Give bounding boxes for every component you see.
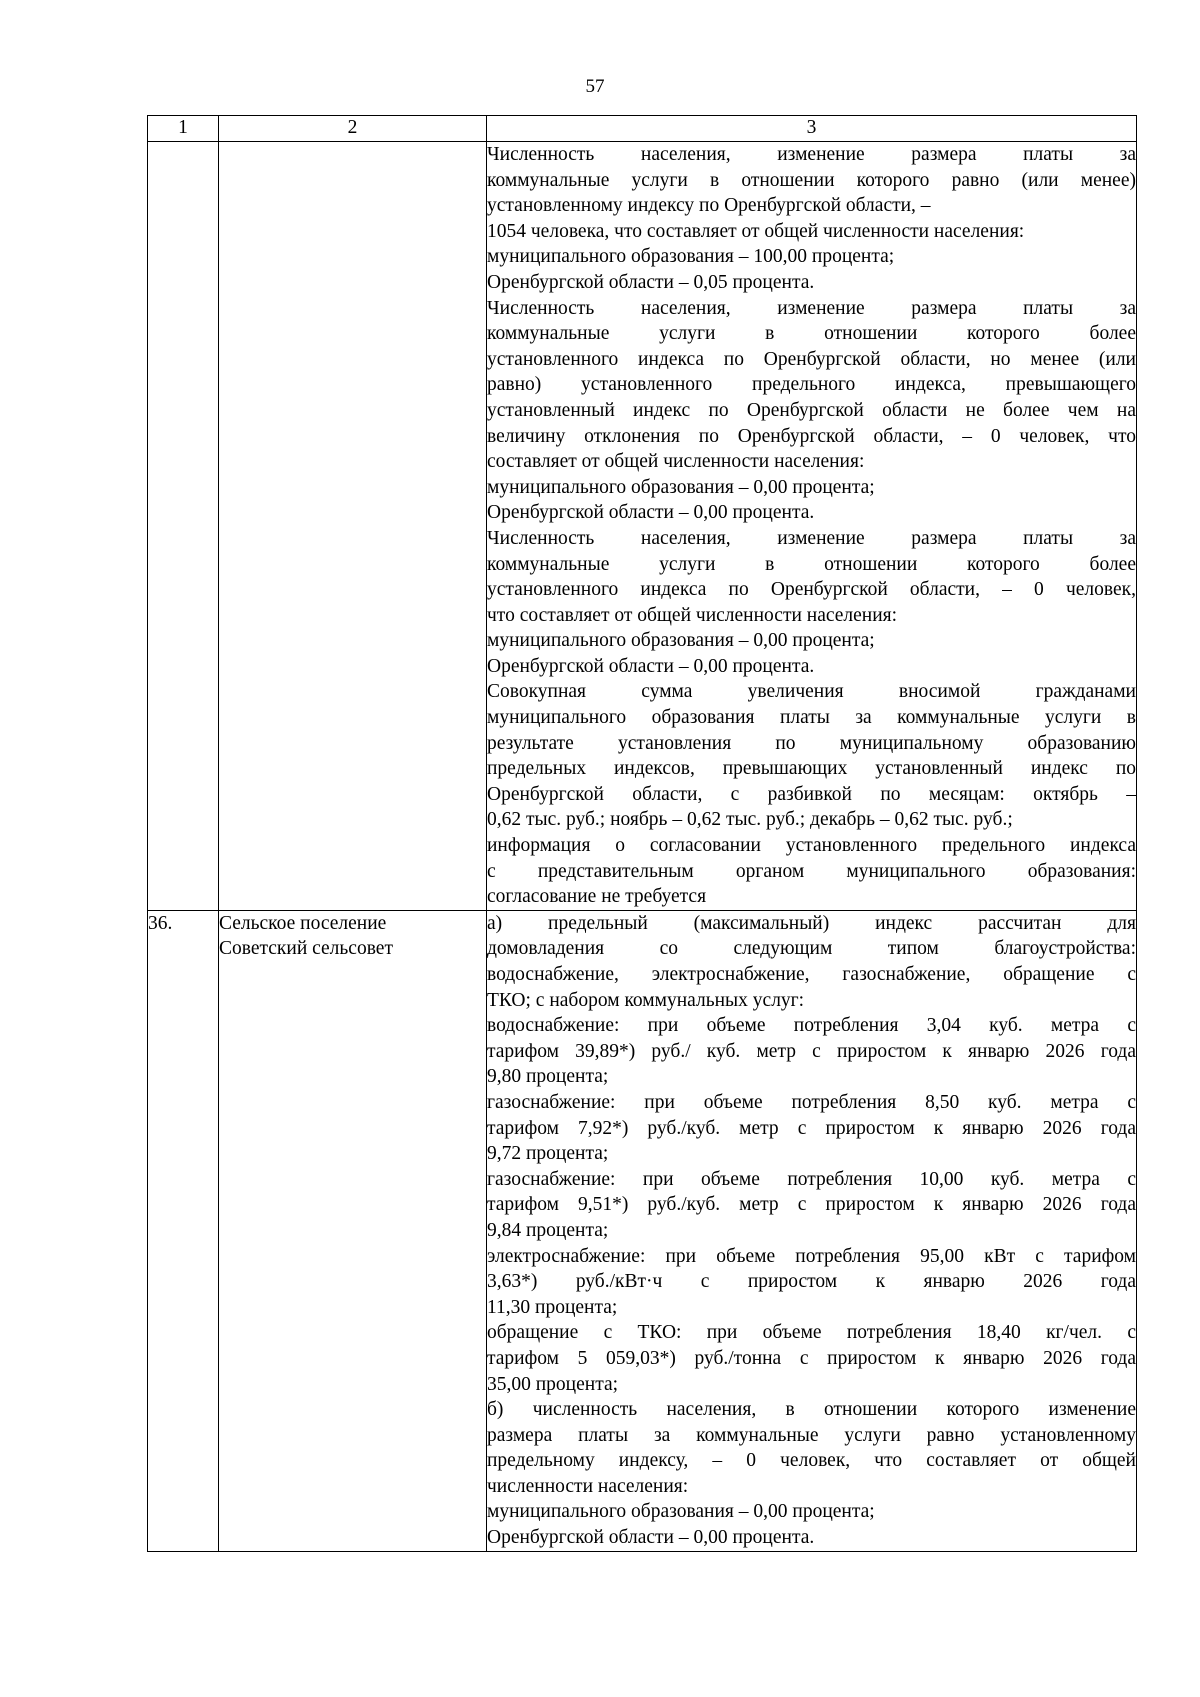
text-line: Оренбургской области – 0,00 процента. xyxy=(487,1527,815,1549)
text-line: 9,84 процента; xyxy=(487,1219,609,1241)
text-line: коммунальные услуги в отношении которого равно (или менее) xyxy=(487,169,1136,191)
text-line: информация о согласовании установленного предельного индекса xyxy=(487,835,1136,857)
column-header: 3 xyxy=(487,116,1137,142)
column-header: 1 xyxy=(148,116,219,142)
text-line: равно) установленного предельного индекса, превышающего xyxy=(487,374,1136,396)
text-line: предельных индексов, превышающих установленный индекс по xyxy=(487,758,1136,780)
name-line: Сельское поселение xyxy=(219,912,387,934)
text-line: домовладения со следующим типом благоустройства: xyxy=(487,938,1136,960)
text-line: газоснабжение: при объеме потребления 10,00 куб. метра с xyxy=(487,1168,1136,1190)
text-line: водоснабжение: при объеме потребления 3,04 куб. метра с xyxy=(487,1015,1136,1037)
text-line: что составляет от общей численности населения: xyxy=(487,604,898,626)
text-line: 9,80 процента; xyxy=(487,1066,609,1088)
table-header-row xyxy=(148,116,1137,142)
text-line: тарифом 5 059,03*) руб./тонна с приростом к январю 2026 года xyxy=(487,1347,1136,1369)
text-line: установленному индексу по Оренбургской области, – xyxy=(487,195,931,217)
text-line: тарифом 39,89*) руб./ куб. метр с приростом к январю 2026 года xyxy=(487,1040,1136,1062)
text-line: 3,63*) руб./кВт·ч с приростом к январю 2026 года xyxy=(487,1271,1136,1293)
text-line: муниципального образования – 100,00 процента; xyxy=(487,246,895,268)
text-line: обращение с ТКО: при объеме потребления 18,40 кг/чел. с xyxy=(487,1322,1136,1344)
municipality-name xyxy=(219,910,487,1551)
text-line: 9,72 процента; xyxy=(487,1143,609,1165)
text-line: величину отклонения по Оренбургской области, – 0 человек, что xyxy=(487,425,1136,447)
table-row xyxy=(148,142,1137,911)
text-line: тарифом 9,51*) руб./куб. метр с приростом к январю 2026 года xyxy=(487,1194,1136,1216)
text-line: электроснабжение: при объеме потребления 95,00 кВт с тарифом xyxy=(487,1245,1136,1267)
text-line: Численность населения, изменение размера платы за xyxy=(487,297,1136,319)
text-line: ТКО; с набором коммунальных услуг: xyxy=(487,989,805,1011)
text-line: б) численность населения, в отношении которого изменение xyxy=(487,1399,1136,1421)
text-line: размера платы за коммунальные услуги равно установленному xyxy=(487,1424,1136,1446)
text-line: газоснабжение: при объеме потребления 8,50 куб. метра с xyxy=(487,1091,1136,1113)
column-header: 2 xyxy=(219,116,487,142)
text-line: с представительным органом муниципального образования: xyxy=(487,860,1136,882)
text-line: установленного индекса по Оренбургской области, но менее (или xyxy=(487,348,1136,370)
row-number: 36. xyxy=(148,910,219,1551)
name-line: Советский сельсовет xyxy=(219,938,393,960)
text-line: Численность населения, изменение размера платы за xyxy=(487,527,1136,549)
text-line: 35,00 процента; xyxy=(487,1373,619,1395)
text-line: Совокупная сумма увеличения вносимой гражданами xyxy=(487,681,1136,703)
text-line: 1054 человека, что составляет от общей численности населения: xyxy=(487,220,1025,242)
text-line: Оренбургской области – 0,05 процента. xyxy=(487,271,815,293)
page-number: 57 xyxy=(585,76,605,97)
text-line: 0,62 тыс. руб.; ноябрь – 0,62 тыс. руб.; декабрь – 0,62 тыс. руб.; xyxy=(487,809,1013,831)
text-line: а) предельный (максимальный) индекс рассчитан для xyxy=(487,912,1136,934)
text-line: согласование не требуется xyxy=(487,886,707,908)
description-text xyxy=(487,142,1137,911)
text-line: установленный индекс по Оренбургской области не более чем на xyxy=(487,399,1136,421)
data-table xyxy=(147,115,1137,1552)
text-line: Оренбургской области – 0,00 процента. xyxy=(487,502,815,524)
text-line: коммунальные услуги в отношении которого более xyxy=(487,553,1136,575)
description-text xyxy=(487,910,1137,1551)
text-line: коммунальные услуги в отношении которого более xyxy=(487,323,1136,345)
text-line: муниципального образования платы за коммунальные услуги в xyxy=(487,707,1136,729)
text-line: Численность населения, изменение размера платы за xyxy=(487,144,1136,165)
row-number xyxy=(148,142,219,911)
text-line: Оренбургской области, с разбивкой по месяцам: октябрь – xyxy=(487,783,1136,805)
text-line: составляет от общей численности населения: xyxy=(487,451,865,473)
text-line: Оренбургской области – 0,00 процента. xyxy=(487,655,815,677)
text-line: 11,30 процента; xyxy=(487,1296,618,1318)
text-line: тарифом 7,92*) руб./куб. метр с приростом к январю 2026 года xyxy=(487,1117,1136,1139)
text-line: муниципального образования – 0,00 процента; xyxy=(487,476,875,498)
text-line: муниципального образования – 0,00 процента; xyxy=(487,630,875,652)
text-line: численности населения: xyxy=(487,1475,689,1497)
text-line: водоснабжение, электроснабжение, газоснабжение, обращение с xyxy=(487,964,1136,985)
text-line: предельному индексу, – 0 человек, что составляет от общей xyxy=(487,1450,1136,1472)
text-line: установленного индекса по Оренбургской области, – 0 человек, xyxy=(487,579,1136,601)
table-row xyxy=(148,910,1137,1551)
text-line: результате установления по муниципальному образованию xyxy=(487,732,1136,754)
text-line: муниципального образования – 0,00 процента; xyxy=(487,1501,875,1523)
municipality-name xyxy=(219,142,487,911)
